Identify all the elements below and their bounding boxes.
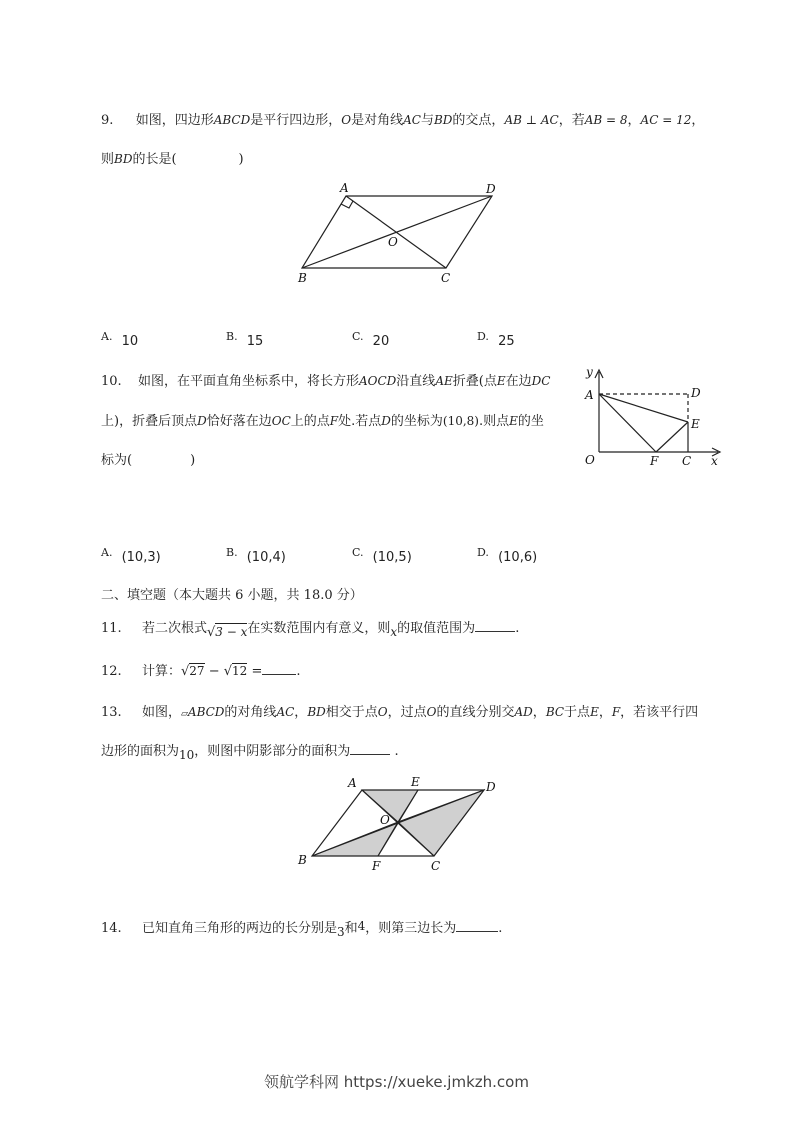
q10-figure <box>580 364 730 474</box>
q10-label-e: E <box>691 417 700 431</box>
q14-text: . <box>498 921 503 936</box>
q10-option-d <box>477 545 538 565</box>
q9-option-a <box>101 329 139 349</box>
q10-text: 处. <box>338 414 356 429</box>
option-value: (10,3) <box>121 550 161 565</box>
q12-radicand-1: 27 <box>189 664 205 678</box>
q10-text: 标为( <box>101 453 133 468</box>
q13-line1 <box>101 701 698 720</box>
footer-watermark: 领航学科网 https://xueke.jmkzh.com <box>264 1073 529 1091</box>
q11-math-x: x <box>390 625 398 639</box>
q10-line-fe <box>656 422 688 452</box>
option-letter: A. <box>101 330 113 343</box>
q10-number: 10. <box>101 374 122 389</box>
q10-text: 恰好落在边 <box>206 414 272 429</box>
q13-label-e: E <box>411 775 420 789</box>
q13-label-o: O <box>380 813 390 827</box>
q13-math-f: F <box>611 705 621 719</box>
q11 <box>101 617 520 640</box>
option-value: 20 <box>372 334 390 349</box>
q10-text: 的坐 <box>517 414 544 429</box>
q11-number: 11. <box>101 621 122 636</box>
q9-math-ac: AC <box>403 113 421 127</box>
q9-text: ， <box>691 113 705 128</box>
q10-math-d: D <box>197 414 207 428</box>
q13-text: 的直线分别交 <box>436 705 515 720</box>
q10-text: 如图，在平面直角坐标系中，将长方形 <box>137 374 359 389</box>
q12-blank <box>262 662 296 675</box>
q10-option-c <box>352 545 412 565</box>
q13-text: ， <box>598 705 612 720</box>
option-letter: B. <box>226 330 238 343</box>
q10-label-x: x <box>711 454 718 468</box>
option-value: 15 <box>246 334 264 349</box>
q10-text: ，折叠后顶点 <box>119 414 198 429</box>
q10-text: 在边 <box>505 374 532 389</box>
option-value: 10 <box>121 334 139 349</box>
q14-blank <box>456 919 498 932</box>
q10-option-a <box>101 545 161 565</box>
q10-label-f: F <box>650 454 659 468</box>
q14-text: ，则第三边长为 <box>365 921 457 936</box>
q9-text: 是平行四边形， <box>250 113 342 128</box>
q10-math-e: E <box>509 414 518 428</box>
q13-label-c: C <box>431 859 441 873</box>
q10-text: 沿直线 <box>396 374 436 389</box>
q13-text: 如图， <box>141 705 181 720</box>
q10-option-b <box>226 545 286 565</box>
q13-math-bd: BD <box>307 705 326 719</box>
q13-text: 相交于点 <box>325 705 378 720</box>
q13-number: 13. <box>101 705 122 720</box>
q10-text: 的坐标为 <box>390 414 443 429</box>
q13-text: ，过点 <box>387 705 427 720</box>
q9-text: 的交点， <box>452 113 505 128</box>
q11-text: 若二次根式 <box>141 621 207 636</box>
q10-label-y: y <box>586 365 593 379</box>
q12-text: . <box>296 664 301 679</box>
q13-math-e: E <box>590 705 599 719</box>
q9-text: ，若 <box>558 113 585 128</box>
q13-label-a: A <box>348 776 357 790</box>
q14-text: 已知直角三角形的两边的长分别是 <box>141 921 337 936</box>
q11-radicand: 3 − x <box>215 625 248 639</box>
q9-number: 9. <box>101 113 114 128</box>
q9-option-b <box>226 329 264 349</box>
q9-text: ， <box>627 113 641 128</box>
q14-number: 14. <box>101 921 122 936</box>
q10-math-f: F <box>329 414 339 428</box>
option-value: 25 <box>498 334 515 349</box>
option-letter: B. <box>226 546 238 559</box>
q10-math-dc: DC <box>531 374 551 388</box>
q12-text: 计算： <box>141 664 181 679</box>
q11-blank <box>475 619 515 632</box>
q13-text: ，则图中阴影部分的面积为 <box>194 744 351 759</box>
q12-minus: − <box>208 664 220 679</box>
q13-text: ， <box>532 705 546 720</box>
q13-text: 边形的面积为 <box>101 744 180 759</box>
q13-math-ten: 10 <box>179 748 195 762</box>
q10-math-coord: (10,8) <box>442 414 479 428</box>
q13-math-o: O <box>426 705 437 719</box>
q10-text: 折叠( <box>452 374 484 389</box>
option-letter: D. <box>477 330 489 343</box>
q13-math-abcd: ABCD <box>187 705 225 719</box>
q10-math-e: E <box>496 374 506 388</box>
q10-text: 上的点 <box>290 414 330 429</box>
q11-text: . <box>515 621 520 636</box>
q10-math-d: D <box>381 414 391 428</box>
q13-text: . <box>394 744 399 759</box>
q13-label-f: F <box>372 859 381 873</box>
sqrt-icon: √ <box>206 625 216 640</box>
q9-math-perp: AB ⊥ AC <box>504 113 559 127</box>
q9-line1 <box>101 109 704 128</box>
option-letter: C. <box>352 546 364 559</box>
q10-text: 点 <box>483 374 497 389</box>
q9-label-o: O <box>388 235 398 249</box>
q12 <box>101 660 301 679</box>
q9-math-ab: AB = 8 <box>584 113 628 127</box>
q10-line1 <box>101 370 550 389</box>
q10-line2 <box>101 410 544 429</box>
q9-option-c <box>352 329 390 349</box>
q9-text: 是对角线 <box>351 113 404 128</box>
q10-label-c: C <box>682 454 692 468</box>
sqrt-icon: √ <box>180 664 190 679</box>
q9-text: 则 <box>101 152 115 167</box>
q12-equals: = <box>251 664 263 679</box>
q13-math-bc: BC <box>545 705 565 719</box>
q10-text: ) <box>190 453 196 468</box>
q10-label-d: D <box>691 386 701 400</box>
q14-math-3: 3 <box>336 925 345 939</box>
q9-option-d <box>477 329 515 349</box>
q13-text: 于点 <box>564 705 591 720</box>
q13-math-ac: AC <box>276 705 295 719</box>
q9-label-c: C <box>441 271 451 285</box>
q9-math-o: O <box>341 113 352 127</box>
q13-text: 的对角线 <box>224 705 277 720</box>
q13-text: ， <box>294 705 308 720</box>
q11-text: 的取值范围为 <box>397 621 476 636</box>
q14 <box>101 917 503 939</box>
option-letter: A. <box>101 546 113 559</box>
q13-text: ，若该平行四 <box>620 705 699 720</box>
q10-line3 <box>101 449 195 468</box>
q13-line2 <box>101 740 399 762</box>
q9-label-b: B <box>298 271 307 285</box>
q9-figure <box>290 176 510 288</box>
q10-math-aocd: AOCD <box>358 374 397 388</box>
section-title: 二、填空题（本大题共 6 小题，共 18.0 分） <box>101 588 363 603</box>
q10-label-a: A <box>585 388 594 402</box>
option-letter: C. <box>352 330 364 343</box>
q14-math-4: 4 <box>357 919 366 933</box>
option-value: (10,4) <box>246 550 286 565</box>
q13-label-b: B <box>298 853 307 867</box>
q10-label-o: O <box>585 453 595 467</box>
q9-label-a: A <box>340 181 349 195</box>
q9-math-abcd: ABCD <box>213 113 251 127</box>
q13-math-o: O <box>377 705 388 719</box>
q9-text: ) <box>238 152 244 167</box>
q11-radical <box>207 625 247 640</box>
q13-figure <box>292 772 512 876</box>
q10-math-oc: OC <box>271 414 291 428</box>
q10-math-ae: AE <box>435 374 453 388</box>
q10-text: 若点 <box>355 414 382 429</box>
q9-math-ac12: AC = 12 <box>640 113 692 127</box>
q9-math-bd: BD <box>114 152 133 166</box>
q9-text: 的长是( <box>132 152 177 167</box>
q9-text: 与 <box>420 113 434 128</box>
q9-label-d: D <box>486 182 496 196</box>
q14-text: 和 <box>344 921 358 936</box>
q9-text: 如图，四边形 <box>135 113 214 128</box>
option-letter: D. <box>477 546 489 559</box>
q10-text: 上) <box>101 414 120 429</box>
q10-text: .则点 <box>479 414 510 429</box>
sqrt-icon: √ <box>223 664 233 679</box>
parallelogram-icon: ▱ <box>180 709 188 719</box>
q12-number: 12. <box>101 664 122 679</box>
option-value: (10,6) <box>498 550 538 565</box>
option-value: (10,5) <box>372 550 412 565</box>
q13-math-ad: AD <box>514 705 533 719</box>
q12-radicand-2: 12 <box>232 664 248 678</box>
q11-text: 在实数范围内有意义，则 <box>247 621 391 636</box>
q9-line2 <box>101 148 244 167</box>
q9-math-bd: BD <box>433 113 453 127</box>
q13-blank <box>350 742 390 755</box>
q13-label-d: D <box>486 780 496 794</box>
q9-diagonal-bd <box>302 196 492 268</box>
